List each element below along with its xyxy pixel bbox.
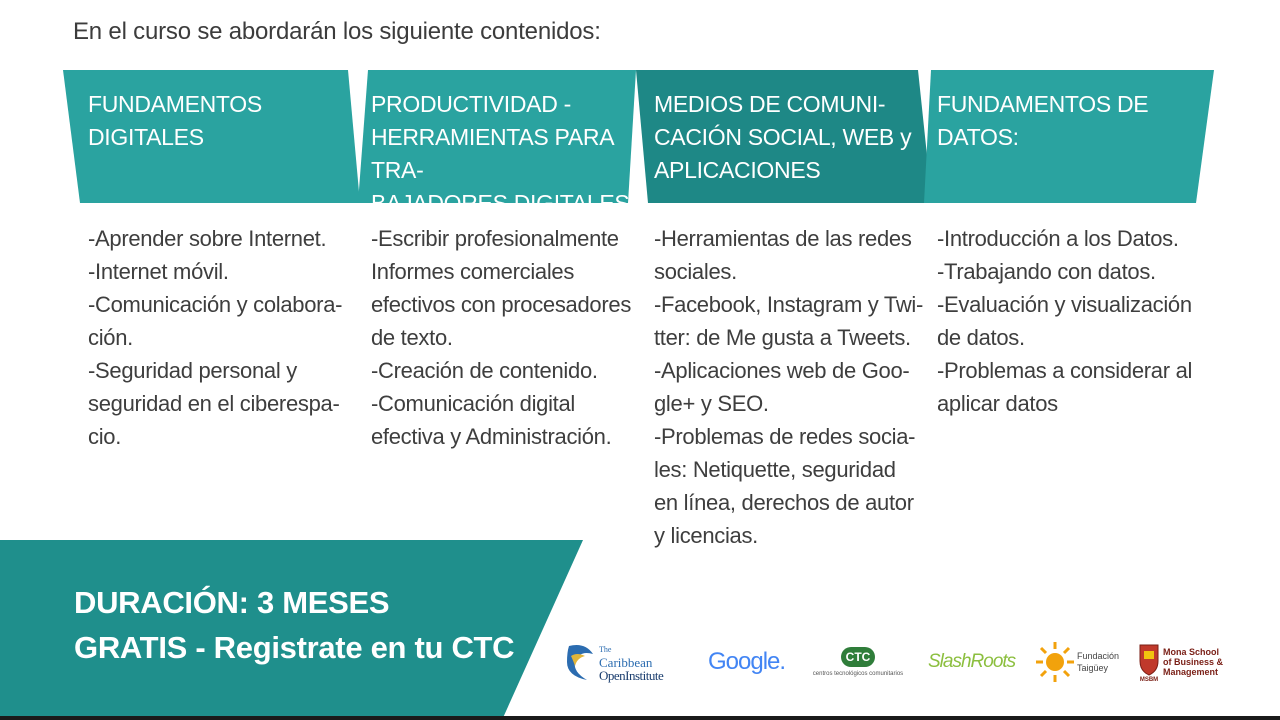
slashroots-wordmark: SlashRoots	[928, 651, 1016, 672]
caribbean-open-institute-logo	[565, 632, 685, 692]
column-body-1: -Aprender sobre Internet. -Internet móvil. -Comunicación y colabora- ción. -Seguridad personal y seguridad en el ciberespa- cio.	[88, 226, 343, 449]
mona-line3: Management	[1163, 667, 1219, 677]
mona-line2: of Business &	[1163, 657, 1224, 667]
fundacion-line2: Taigüey	[1077, 663, 1109, 673]
free-registration-text: GRATIS - Registrate en tu CTC	[74, 630, 515, 665]
ctc-subtitle: centros tecnológicos comunitarios	[812, 671, 904, 677]
column-title-4: FUNDAMENTOS DE DATOS:	[937, 91, 1149, 150]
sun-icon	[1036, 640, 1074, 684]
google-wordmark: Google.	[708, 648, 786, 675]
column-body-4: -Introducción a los Datos. -Trabajando con datos. -Evaluación y visualización de datos. -Problemas a considerar al aplicar datos	[937, 226, 1193, 416]
intro-heading: En el curso se abordarán los siguiente contenidos:	[73, 18, 601, 45]
caribbean-swoosh-icon	[565, 640, 597, 684]
fundacion-taiguey-logo	[1036, 632, 1119, 692]
google-logo	[708, 632, 785, 692]
mona-school-logo	[1138, 632, 1223, 692]
column-title-1: FUNDAMENTOS DIGITALES	[88, 91, 262, 150]
column-title-3: MEDIOS DE COMUNI- CACIÓN SOCIAL, WEB y APLICACIONES	[654, 91, 912, 183]
ctc-badge: CTC	[841, 647, 875, 667]
column-title-2: PRODUCTIVIDAD - HERRAMIENTAS PARA TRA- BAJADORES DIGITALES	[371, 91, 630, 216]
caribbean-institute: OpenInstitute	[599, 667, 664, 683]
bottom-border	[0, 716, 1280, 720]
fundacion-line1: Fundación	[1077, 651, 1120, 661]
ctc-logo	[808, 632, 908, 692]
slashroots-logo	[928, 632, 1015, 692]
caribbean-name: Caribbean	[599, 654, 653, 670]
caribbean-the: The	[599, 644, 612, 654]
column-body-2: -Escribir profesionalmente Informes comerciales efectivos con procesadores de texto. -Creación de contenido. -Comunicación digital efectiva y Administración.	[371, 226, 632, 449]
mona-line1: Mona School	[1163, 647, 1219, 657]
column-body-3: -Herramientas de las redes sociales. -Facebook, Instagram y Twi- tter: de Me gusta a Tweets. -Aplicaciones web de Goo- gle+ y SEO. -Problemas de redes socia- les: Netiquette, seguridad en línea, derechos de autor y licencias.	[654, 226, 924, 548]
crest-icon	[1138, 641, 1160, 677]
duration-text: DURACIÓN: 3 MESES	[74, 585, 390, 620]
mona-abbr: MSBM	[1139, 677, 1159, 683]
